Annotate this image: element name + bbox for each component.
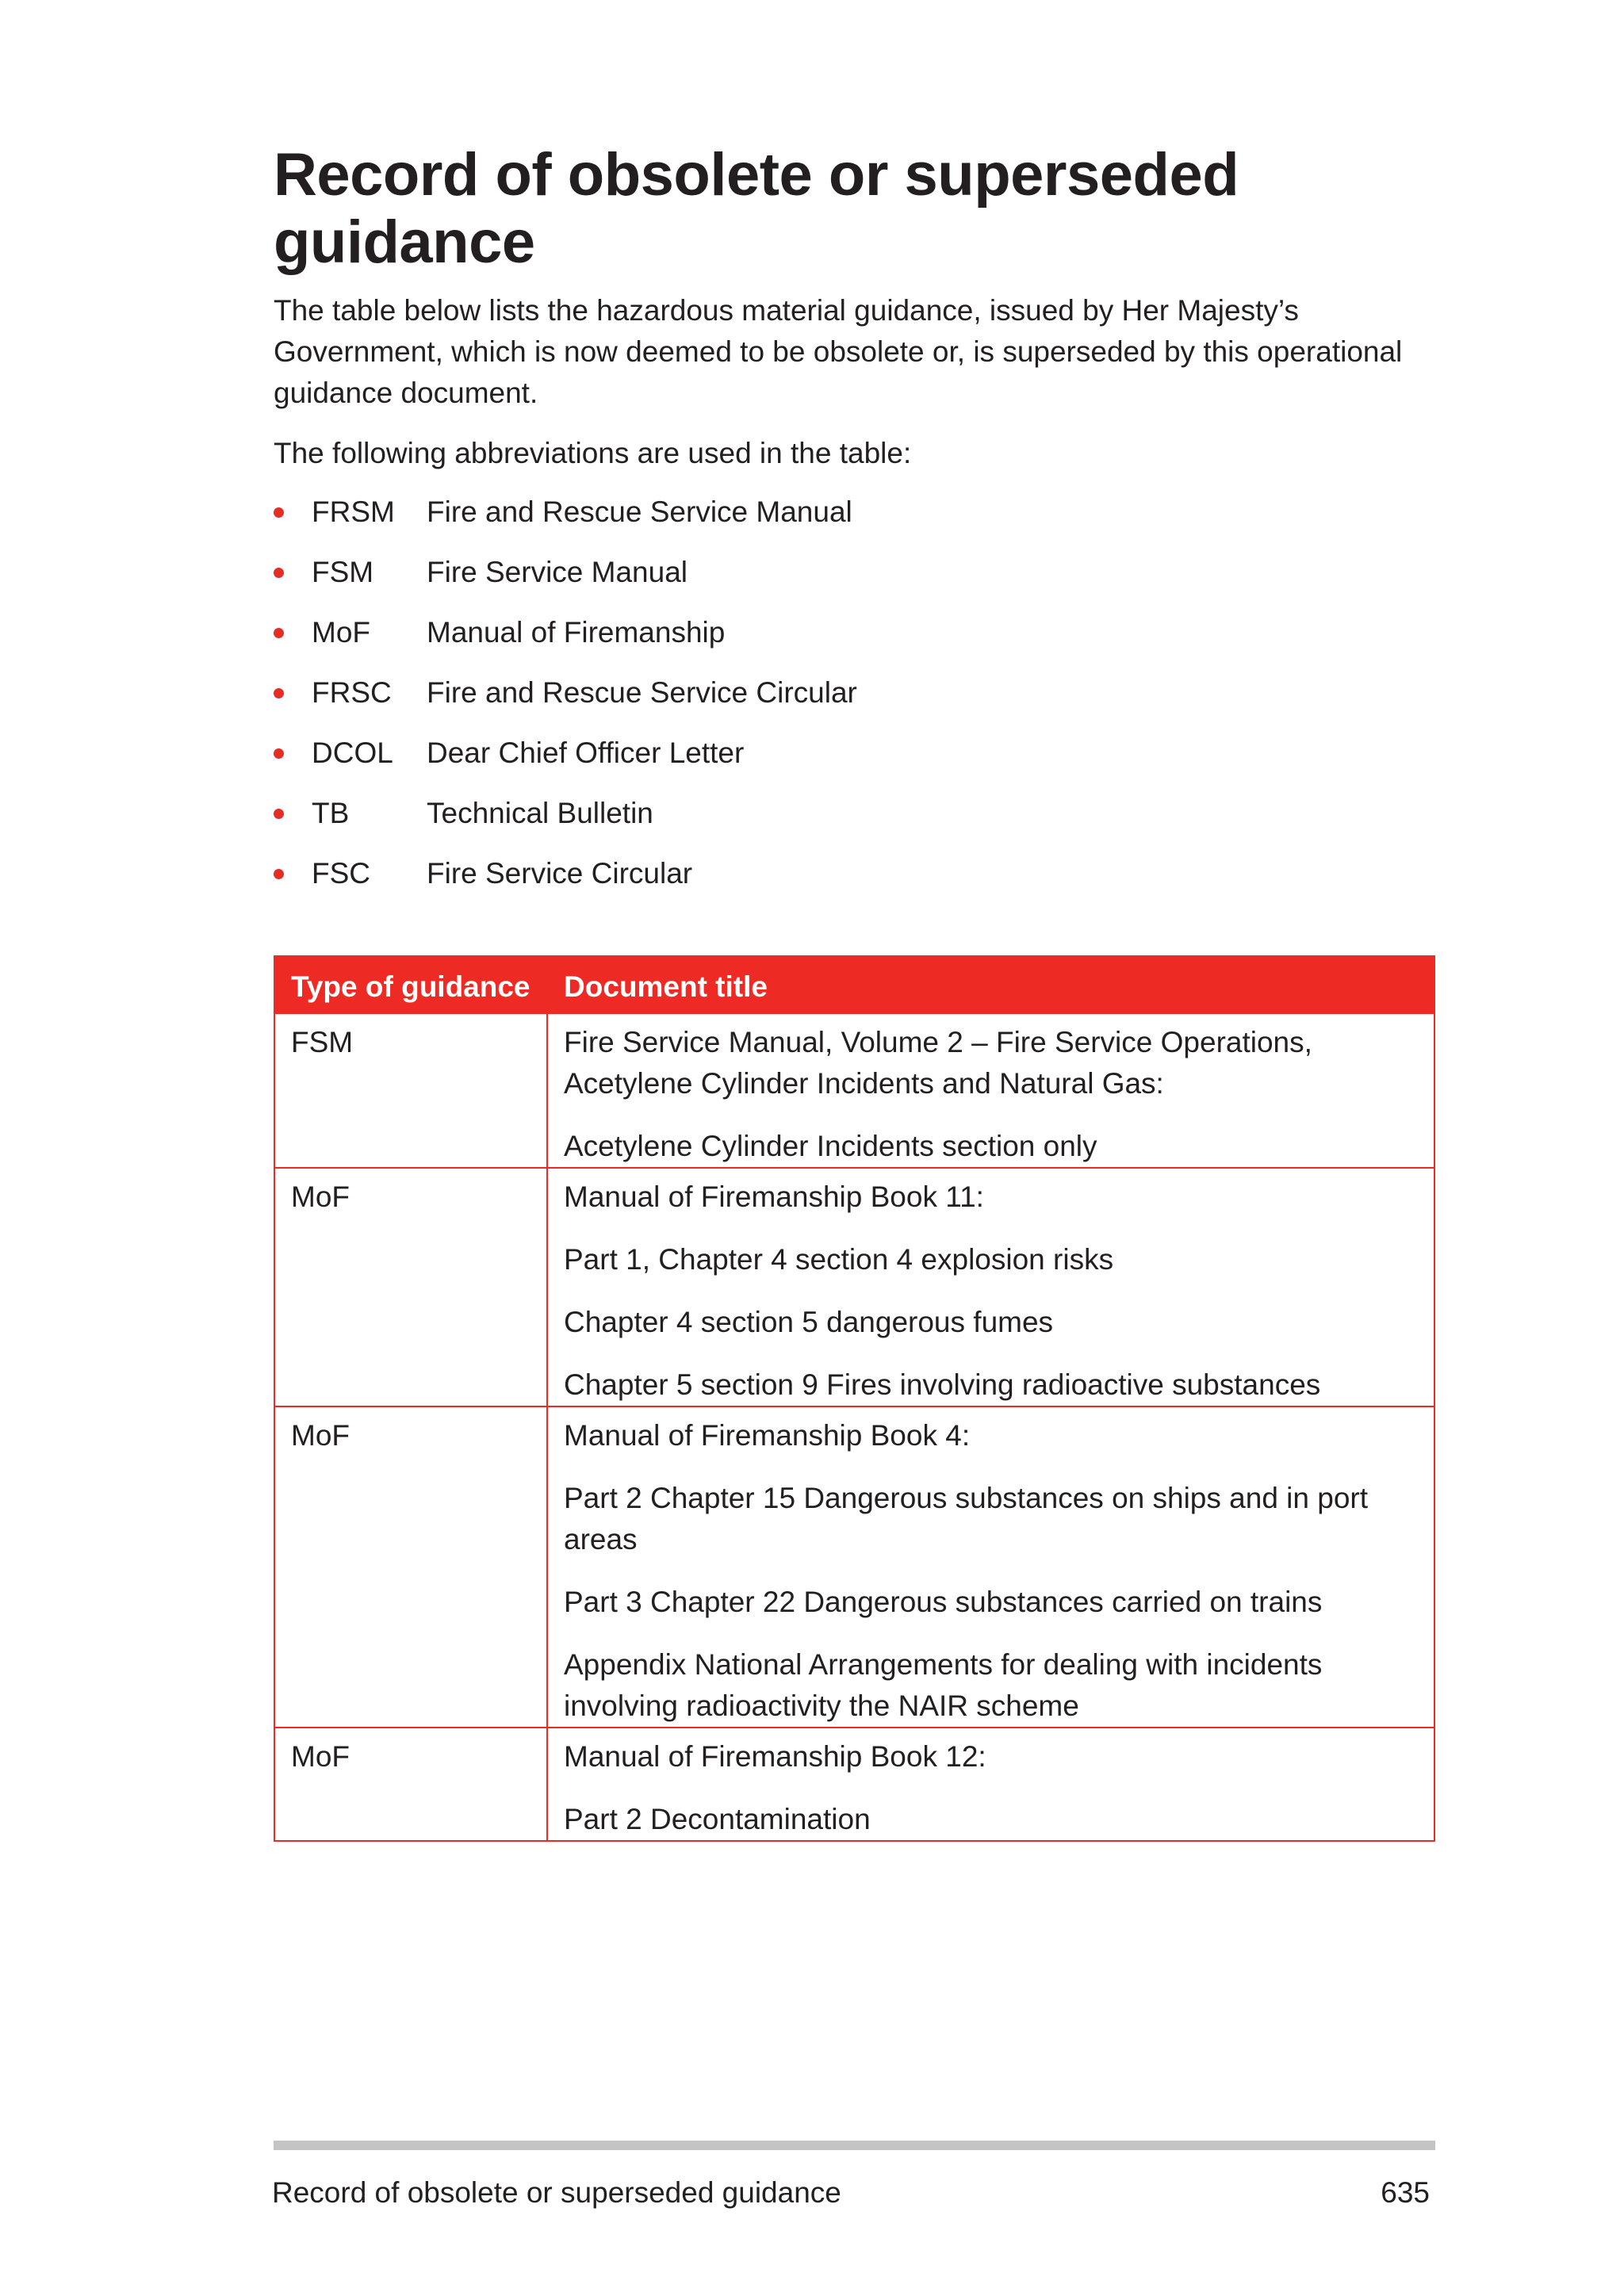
header-document-title: Document title	[547, 956, 1434, 1013]
bullet-icon	[274, 628, 284, 638]
abbreviation-item	[274, 853, 1435, 894]
document-title-line: Manual of Firemanship Book 12:	[564, 1740, 986, 1773]
abbreviation-meaning: Fire and Rescue Service Circular	[427, 676, 857, 709]
document-title-line: Part 2 Chapter 15 Dangerous substances on ships and in port areas	[564, 1482, 1369, 1556]
guidance-type-cell: MoF	[274, 1728, 547, 1841]
guidance-type-cell: MoF	[274, 1406, 547, 1728]
document-title-cell	[547, 1728, 1434, 1841]
abbreviation-code: FRSC	[312, 676, 392, 709]
page-number: 635	[1381, 2176, 1430, 2209]
abbreviation-meaning: Dear Chief Officer Letter	[427, 737, 745, 769]
abbreviations-list	[274, 492, 1435, 894]
abbreviation-item	[274, 552, 1435, 593]
abbreviation-code: FRSM	[312, 496, 395, 528]
abbreviation-meaning: Manual of Firemanship	[427, 616, 726, 649]
abbreviation-code: MoF	[312, 616, 370, 649]
page-footer	[272, 2172, 1430, 2214]
document-title-line: Chapter 5 section 9 Fires involving radioactive substances	[564, 1368, 1321, 1401]
header-type-of-guidance: Type of guidance	[274, 956, 547, 1013]
guidance-type-cell: MoF	[274, 1168, 547, 1406]
document-title-line: Part 2 Decontamination	[564, 1803, 871, 1835]
table-row	[274, 1406, 1434, 1728]
table-row	[274, 1168, 1434, 1406]
abbreviations-intro: The following abbreviations are used in the table:	[274, 437, 912, 469]
abbreviation-item	[274, 793, 1435, 834]
document-title-cell	[547, 1406, 1434, 1728]
bullet-icon	[274, 688, 284, 698]
abbreviation-code: FSC	[312, 857, 370, 890]
bullet-icon	[274, 869, 284, 879]
document-title-line: Part 3 Chapter 22 Dangerous substances carried on trains	[564, 1586, 1323, 1618]
table-row	[274, 1728, 1434, 1841]
abbreviation-meaning: Technical Bulletin	[427, 797, 653, 829]
abbreviation-meaning: Fire Service Manual	[427, 556, 688, 588]
abbreviation-meaning: Fire and Rescue Service Manual	[427, 496, 852, 528]
abbreviation-code: FSM	[312, 556, 374, 588]
bullet-icon	[274, 748, 284, 759]
table-row	[274, 1013, 1434, 1168]
guidance-type-cell: FSM	[274, 1013, 547, 1168]
document-title-cell	[547, 1168, 1434, 1406]
abbreviation-code: TB	[312, 797, 350, 829]
document-title-line: Chapter 4 section 5 dangerous fumes	[564, 1306, 1054, 1338]
bullet-icon	[274, 507, 284, 518]
page-title: Record of obsolete or superseded guidance	[274, 141, 1239, 276]
document-title-line: Acetylene Cylinder Incidents section only	[564, 1130, 1097, 1162]
bullet-icon	[274, 568, 284, 578]
abbreviation-item	[274, 733, 1435, 774]
table-header-row	[274, 956, 1434, 1013]
document-title-cell	[547, 1013, 1434, 1168]
footer-rule	[274, 2141, 1435, 2150]
document-title-line: Manual of Firemanship Book 11:	[564, 1181, 984, 1213]
footer-section-title: Record of obsolete or superseded guidance	[272, 2176, 841, 2209]
document-title-line: Appendix National Arrangements for dealing with incidents involving radioactivity the NAIR scheme	[564, 1648, 1323, 1722]
abbreviation-code: DCOL	[312, 737, 393, 769]
abbreviation-item	[274, 612, 1435, 653]
document-title-line: Fire Service Manual, Volume 2 – Fire Service Operations, Acetylene Cylinder Incidents and Natural Gas:	[564, 1026, 1312, 1100]
bullet-icon	[274, 809, 284, 819]
document-title-line: Manual of Firemanship Book 4:	[564, 1419, 971, 1452]
document-title-line: Part 1, Chapter 4 section 4 explosion risks	[564, 1243, 1114, 1276]
abbreviation-item	[274, 492, 1435, 533]
page-content	[274, 141, 1435, 913]
abbreviation-meaning: Fire Service Circular	[427, 857, 693, 890]
intro-paragraph: The table below lists the hazardous material guidance, issued by Her Majesty’s Government, which is now deemed to be obsolete or, is superseded by this operational guidance document.	[274, 294, 1403, 409]
abbreviation-item	[274, 672, 1435, 714]
guidance-table	[274, 955, 1435, 1842]
